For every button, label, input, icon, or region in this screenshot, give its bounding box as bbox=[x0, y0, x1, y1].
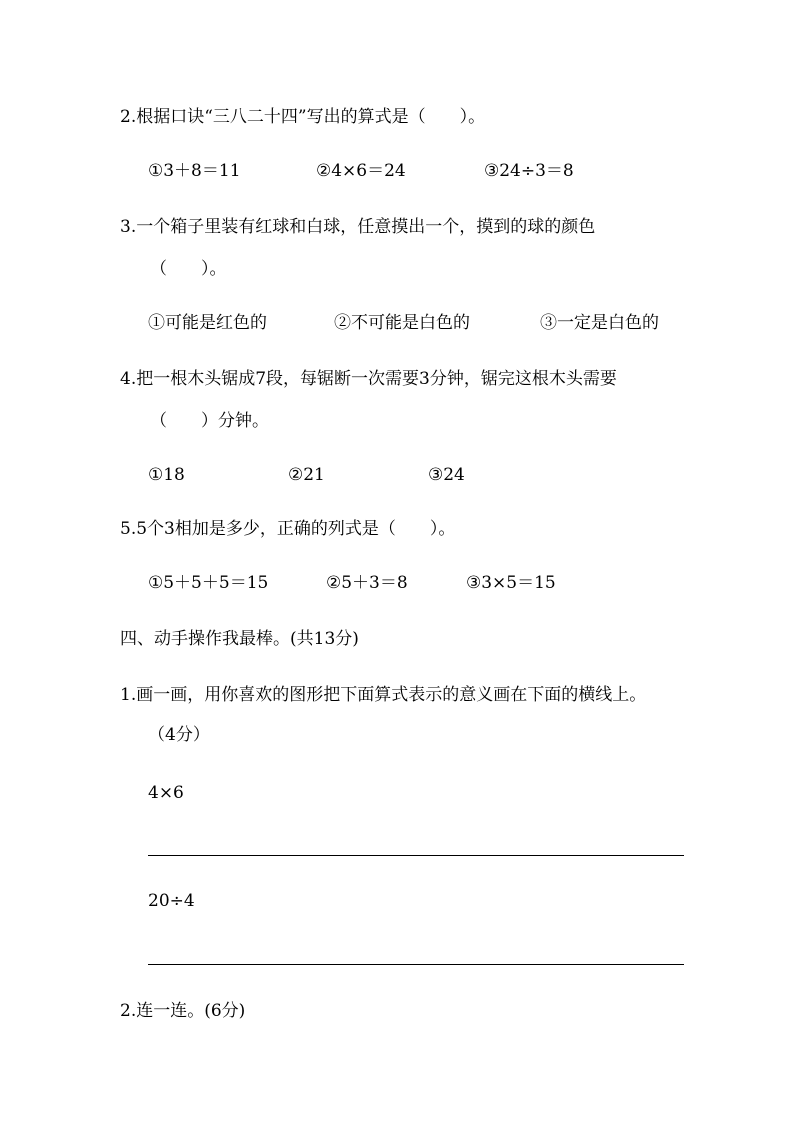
question-3-option-3: ③一定是白色的 bbox=[540, 313, 659, 333]
question-2-option-3: ③24÷3＝8 bbox=[484, 161, 574, 181]
answer-line-1[interactable] bbox=[148, 855, 684, 856]
section-4-question-1-text: 1.画一画，用你喜欢的图形把下面算式表示的意义画在下面的横线上。 bbox=[120, 685, 647, 705]
expression-divide: 20÷4 bbox=[148, 891, 195, 911]
question-2-option-2: ②4×6＝24 bbox=[316, 161, 406, 181]
question-5-option-3: ③3×5＝15 bbox=[466, 573, 556, 593]
question-4-option-2: ②21 bbox=[288, 465, 325, 485]
question-3-text-continued: （ ）。 bbox=[150, 259, 227, 279]
expression-multiply: 4×6 bbox=[148, 783, 184, 803]
question-4-option-1: ①18 bbox=[148, 465, 185, 485]
section-4-heading: 四、动手操作我最棒。(共13分) bbox=[120, 629, 359, 649]
answer-line-2[interactable] bbox=[148, 964, 684, 965]
section-4-question-2-text: 2.连一连。(6分) bbox=[120, 1001, 246, 1021]
question-4-text: 4.把一根木头锯成7段，每锯断一次需要3分钟，锯完这根木头需要 bbox=[120, 369, 617, 389]
question-3-text: 3.一个箱子里装有红球和白球，任意摸出一个，摸到的球的颜色 bbox=[120, 217, 596, 237]
question-5-option-1: ①5＋5＋5＝15 bbox=[148, 573, 269, 593]
question-5-option-2: ②5＋3＝8 bbox=[326, 573, 408, 593]
section-4-question-1-score: （4分） bbox=[148, 725, 210, 745]
question-4-text-continued: （ ）分钟。 bbox=[150, 411, 269, 431]
question-3-option-2: ②不可能是白色的 bbox=[334, 313, 470, 333]
question-2-text: 2.根据口诀“三八二十四”写出的算式是（ ）。 bbox=[120, 107, 486, 127]
question-3-option-1: ①可能是红色的 bbox=[148, 313, 267, 333]
question-2-option-1: ①3＋8＝11 bbox=[148, 161, 241, 181]
question-4-option-3: ③24 bbox=[428, 465, 465, 485]
question-5-text: 5.5个3相加是多少，正确的列式是（ ）。 bbox=[120, 519, 456, 539]
